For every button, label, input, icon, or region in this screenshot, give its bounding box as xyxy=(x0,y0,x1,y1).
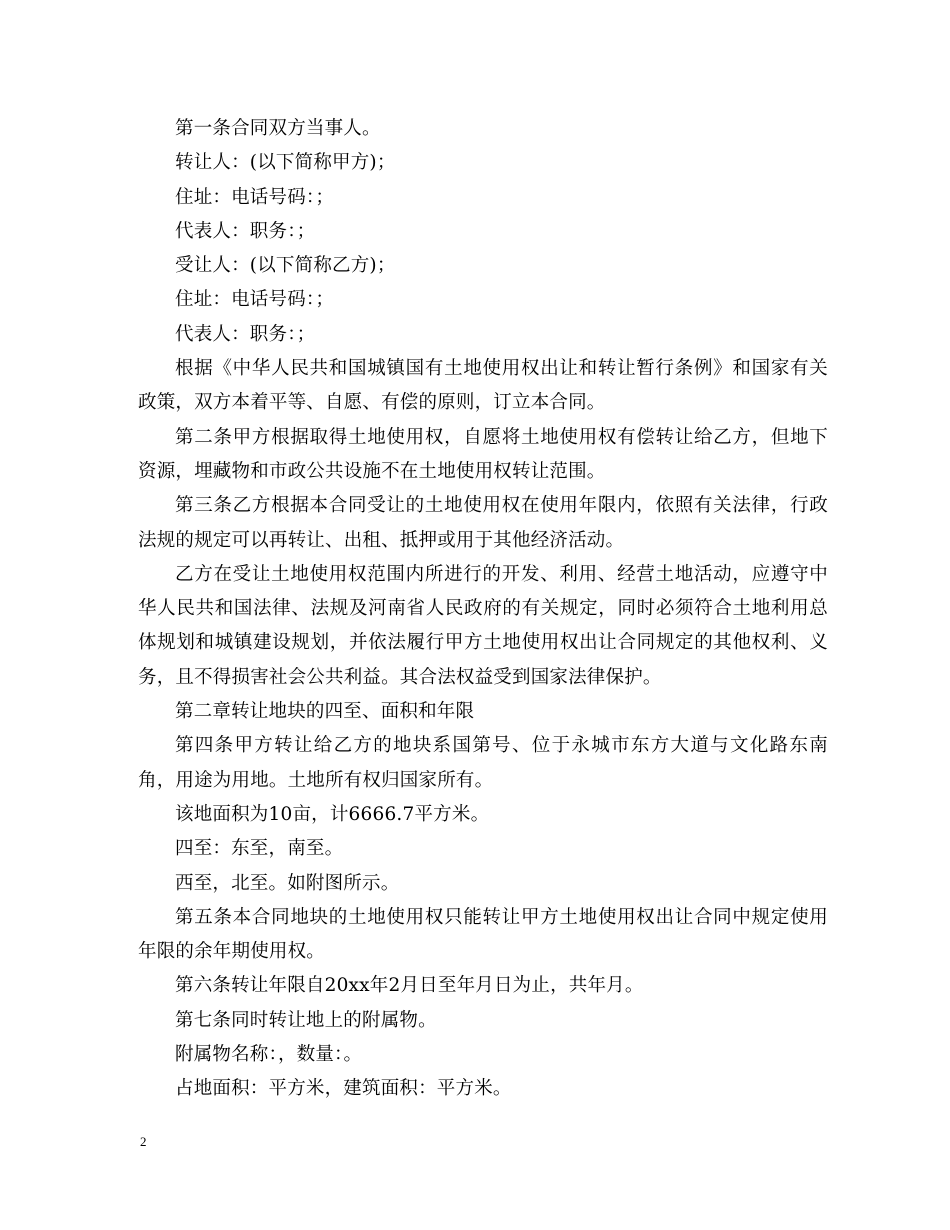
legal-basis-paragraph: 根据《中华人民共和国城镇国有土地使用权出让和转让暂行条例》和国家有关政策，双方本着平等、自愿、有偿的原则，订立本合同。 xyxy=(138,358,828,414)
transferor-representative-line: 代表人：职务：； xyxy=(175,220,316,242)
boundaries-west-north-line: 西至，北至。如附图所示。 xyxy=(175,872,400,894)
document-body xyxy=(138,112,828,1107)
boundaries-east-south-line: 四至：东至，南至。 xyxy=(175,838,344,860)
transferee-address-line: 住址：电话号码：； xyxy=(175,289,335,311)
transferee-line: 受让人：(以下简称乙方)； xyxy=(175,255,396,277)
transferee-obligations-paragraph: 乙方在受让土地使用权范围内所进行的开发、利用、经营土地活动，应遵守中华人民共和国法律、法规及河南省人民政府的有关规定，同时必须符合土地利用总体规划和城镇建设规划，并依法履行甲方土地使用权出让合同规定的其他权利、义务，且不得损害社会公共利益。其合法权益受到国家法律保护。 xyxy=(138,563,828,688)
chapter-2-heading: 第二章转让地块的四至、面积和年限 xyxy=(175,701,475,723)
clause-4-paragraph: 第四条甲方转让给乙方的地块系国第号、位于永城市东方大道与文化路东南角，用途为用地。土地所有权归国家所有。 xyxy=(138,735,828,791)
clause-2-paragraph: 第二条甲方根据取得土地使用权，自愿将土地使用权有偿转让给乙方，但地下资源，埋藏物和市政公共设施不在土地使用权转让范围。 xyxy=(138,426,828,482)
transferor-address-line: 住址：电话号码：； xyxy=(175,186,335,208)
land-area-line: 该地面积为10亩，计6666.7平方米。 xyxy=(175,803,490,825)
clause-5-paragraph: 第五条本合同地块的土地使用权只能转让甲方土地使用权出让合同中规定使用年限的余年期使用权。 xyxy=(138,906,828,963)
floor-area-line: 占地面积：平方米，建筑面积：平方米。 xyxy=(175,1078,512,1100)
clause-6-line: 第六条转让年限自20xx年2月日至年月日为止，共年月。 xyxy=(175,975,644,997)
transferee-representative-line: 代表人：职务：； xyxy=(175,323,316,345)
page-number: 2 xyxy=(140,1134,147,1149)
attachment-name-line: 附属物名称：，数量：。 xyxy=(175,1044,363,1066)
clause-7-line: 第七条同时转让地上的附属物。 xyxy=(175,1009,437,1031)
clause-3-paragraph: 第三条乙方根据本合同受让的土地使用权在使用年限内，依照有关法律，行政法规的规定可以再转让、出租、抵押或用于其他经济活动。 xyxy=(138,495,828,551)
clause-1-heading: 第一条合同双方当事人。 xyxy=(175,118,381,139)
transferor-line: 转让人：(以下简称甲方)； xyxy=(175,152,396,174)
